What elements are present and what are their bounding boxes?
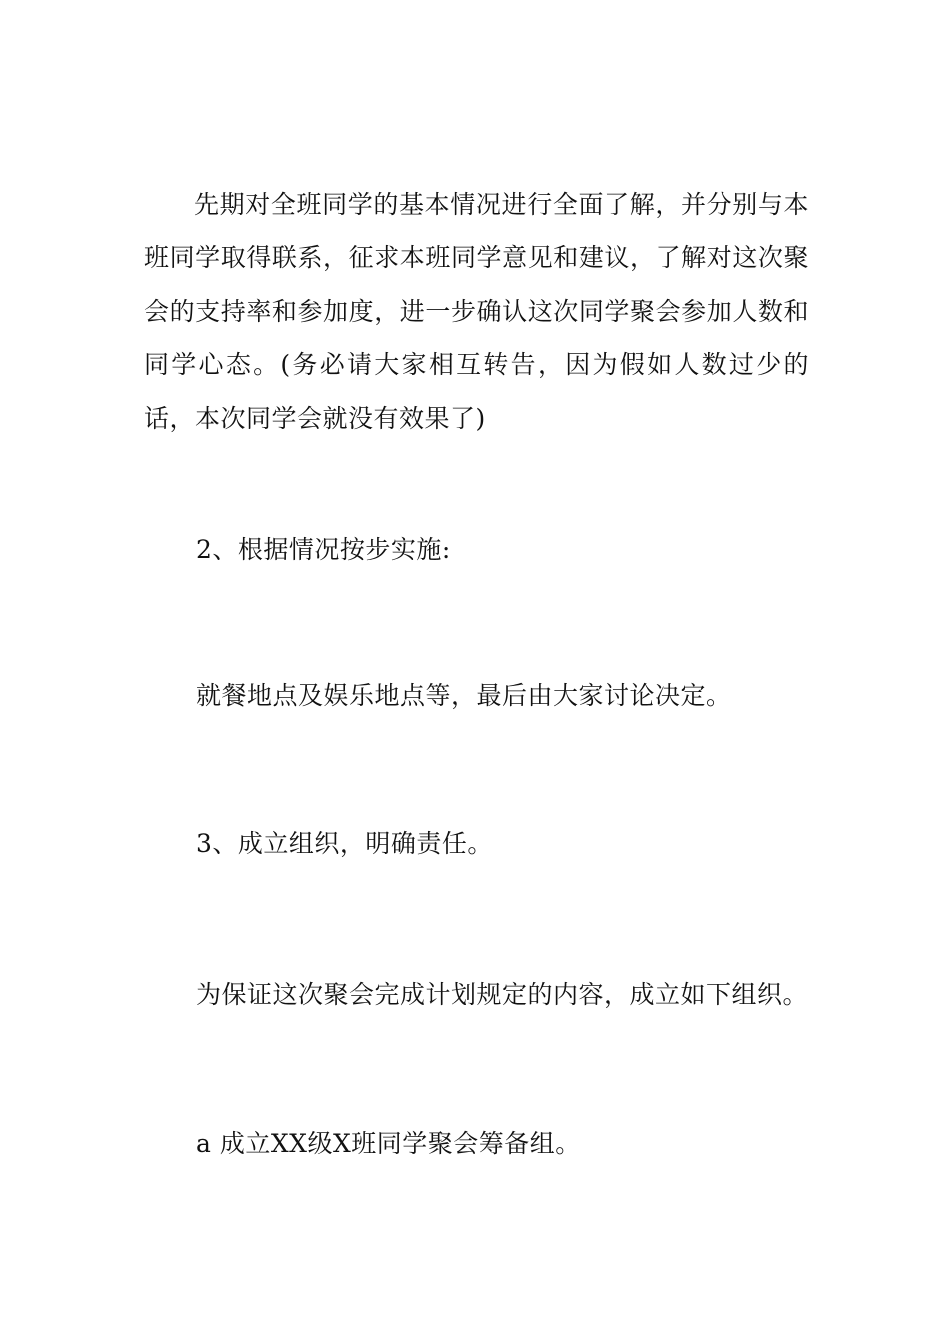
item-a-line: a 成立XX级X班同学聚会筹备组。 <box>196 1129 581 1158</box>
intro-paragraph: 先期对全班同学的基本情况进行全面了解，并分别与本班同学取得联系，征求本班同学意见和建议，了解对这次聚会的支持率和参加度，进一步确认这次同学聚会参加人数和同学心态。(务必请大家相互转告，因为假如人数过少的话，本次同学会就没有效果了) <box>144 190 809 433</box>
purpose-line: 为保证这次聚会完成计划规定的内容，成立如下组织。 <box>196 980 809 1009</box>
dining-location-line: 就餐地点及娱乐地点等，最后由大家讨论决定。 <box>196 681 732 710</box>
step-3-heading: 3、成立组织，明确责任。 <box>196 829 493 858</box>
step-2-heading: 2、根据情况按步实施: <box>196 535 451 564</box>
